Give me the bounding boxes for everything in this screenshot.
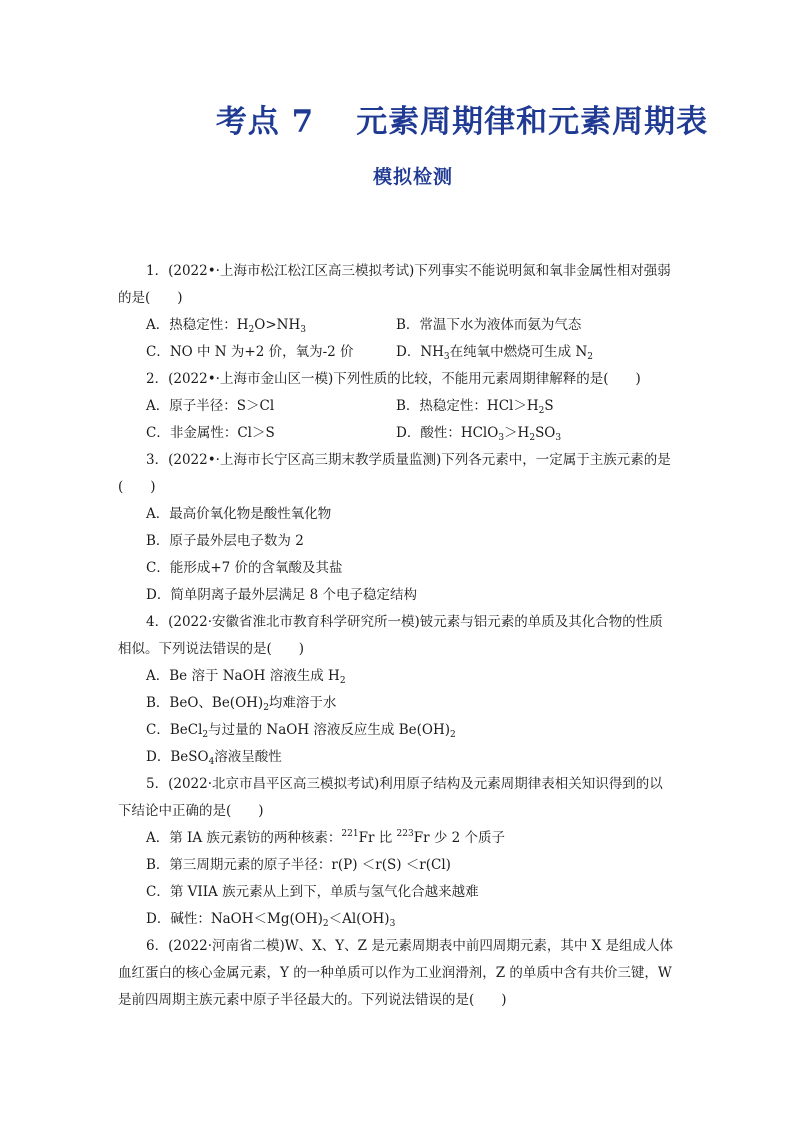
option-b: B．热稳定性：$HCl>H_2S$ — [396, 398, 554, 416]
question-1-options-cd — [118, 339, 678, 366]
option-a: A．最高价氧化物是酸性氧化物 — [146, 506, 332, 522]
question-6-stem-cont-2: 是前四周期主族元素中原子半径最大的。下列说法错误的是( ) — [118, 992, 507, 1008]
question-6-stem: 6．(2022·河南省二模)W、X、Y、Z 是元素周期表中前四周期元素，其中 X 是组成人体 — [146, 938, 674, 954]
question-list — [118, 258, 678, 1014]
option-c: C．非金属性：Cl＞S — [146, 425, 275, 441]
option-d: D．酸性：$HClO_3>H_2SO_3$ — [396, 425, 562, 443]
option-d: D．$NH_3$在纯氧中燃烧可生成 $N_2$ — [396, 344, 593, 362]
option-b: B．常温下水为液体而氨为气态 — [396, 317, 582, 333]
option-a: A．原子半径：S＞Cl — [146, 398, 275, 414]
option-b: B．BeO、$Be(OH)_2$均难溶于水 — [146, 695, 337, 713]
option-c: C．第 VIIA 族元素从上到下，单质与氢气化合越来越难 — [146, 884, 479, 900]
option-d: D．BeSO$_4$溶液呈酸性 — [146, 749, 282, 767]
question-1-stem: 1．(2022•·上海市松江松江区高三模拟考试)下列事实不能说明氮和氧非金属性相对强弱 — [146, 263, 671, 279]
option-c: C．BeCl$_2$与过量的 NaOH 溶液反应生成 $Be(OH)_2$ — [146, 722, 456, 740]
question-2-options-cd — [118, 420, 678, 447]
option-a: A．热稳定性：$H_2O>NH_3$ — [146, 317, 306, 335]
question-4-stem-cont: 相似。下列说法错误的是( ) — [118, 641, 305, 657]
option-a: A．第 IA 族元素钫的两种核素：$^{221}$Fr 比 $^{223}$Fr 少 2 个质子 — [146, 829, 505, 846]
option-b: B．原子最外层电子数为 2 — [146, 533, 304, 549]
option-b: B．第三周期元素的原子半径：r(P) ＜r(S) ＜r(Cl) — [146, 857, 451, 873]
option-c: C．NO 中 N 为+2 价，氧为-2 价 — [146, 344, 354, 360]
option-c: C．能形成+7 价的含氧酸及其盐 — [146, 560, 343, 576]
question-1-stem-cont: 的是( ) — [118, 290, 183, 306]
question-6-stem-cont: 血红蛋白的核心金属元素，Y 的一种单质可以作为工业润滑剂，Z 的单质中含有共价三键，W — [118, 965, 672, 981]
question-5-stem: 5．(2022·北京市昌平区高三模拟考试)利用原子结构及元素周期律表相关知识得到的以 — [146, 776, 663, 792]
title-part-2: 元素周期律和元素周期表 — [356, 104, 709, 140]
question-3-stem: 3．(2022•·上海市长宁区高三期末教学质量监测)下列各元素中，一定属于主族元素的是 — [146, 452, 671, 468]
page-title — [0, 96, 794, 141]
option-a: A．Be 溶于 NaOH 溶液生成 $H_2$ — [146, 668, 346, 686]
title-part-1: 考点 7 — [215, 104, 315, 140]
question-2-stem: 2．(2022•·上海市金山区一模)下列性质的比较，不能用元素周期律解释的是( ) — [146, 371, 641, 387]
question-4-stem: 4．(2022·安徽省淮北市教育科学研究所一模)铍元素与铝元素的单质及其化合物的性质 — [146, 614, 663, 630]
option-d: D．碱性：$NaOH<Mg(OH)_2<Al(OH)_3$ — [146, 911, 396, 929]
option-d: D．简单阴离子最外层满足 8 个电子稳定结构 — [146, 587, 417, 603]
question-5-stem-cont: 下结论中正确的是( ) — [118, 803, 264, 819]
question-2-options-ab — [118, 393, 678, 420]
question-3-stem-cont: ( ) — [118, 479, 156, 495]
question-1-options-ab — [118, 312, 678, 339]
page-subtitle: 模拟检测 — [373, 166, 454, 188]
